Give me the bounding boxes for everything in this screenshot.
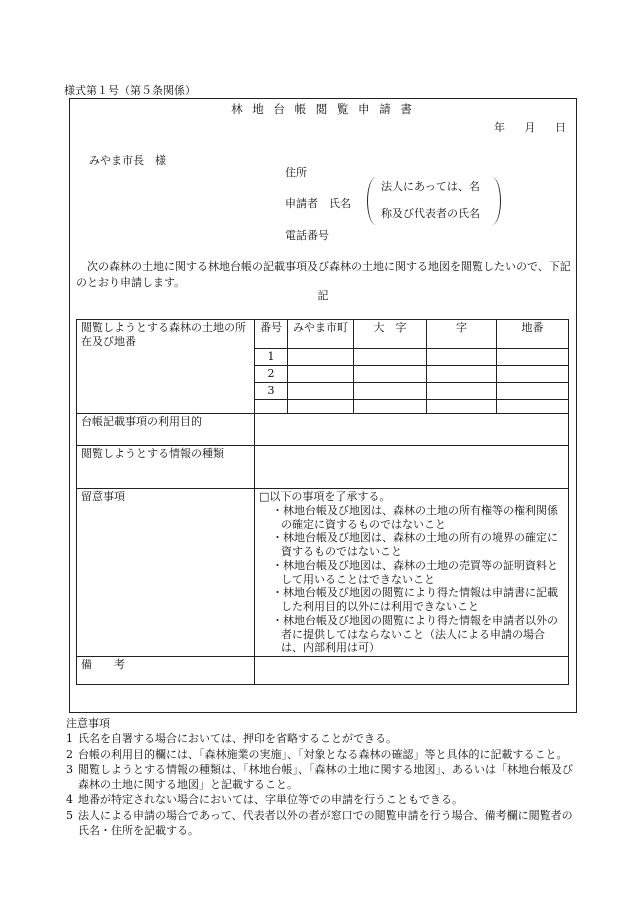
info-type-label: 閲覧しようとする情報の種類 — [77, 446, 255, 489]
row-number-4 — [255, 400, 288, 414]
form-number-label: 様式第１号（第５条関係） — [64, 84, 196, 97]
lot-cell-2[interactable] — [497, 366, 569, 383]
aza-cell-1[interactable] — [427, 349, 497, 366]
footnote-item: 1 氏名を自署する場合においては、押印を省略することができる。 — [66, 732, 397, 746]
bracket-note-line2: 称及び代表者の氏名 — [381, 207, 480, 220]
notes-list — [259, 504, 564, 655]
header-town: みやま市町 — [288, 320, 354, 349]
footnote-item: 4 地番が特定されない場合においては、字単位等での申請を行うこともできる。 — [66, 793, 463, 807]
header-aza: 字 — [427, 320, 497, 349]
header-number: 番号 — [255, 320, 288, 349]
application-form-frame — [69, 98, 577, 713]
location-row-label: 閲覧しようとする森林の土地の所在及び地番 — [77, 320, 255, 414]
oaza-cell-2[interactable] — [354, 366, 427, 383]
aza-cell-4[interactable] — [427, 400, 497, 414]
accept-checkbox-line[interactable]: □以下の事項を了承する。 — [259, 490, 391, 503]
town-cell-4[interactable] — [288, 400, 354, 414]
oaza-cell-1[interactable] — [354, 349, 427, 366]
row-number-3: 3 — [255, 383, 288, 400]
lot-cell-4[interactable] — [497, 400, 569, 414]
footnotes — [66, 716, 578, 838]
town-cell-2[interactable] — [288, 366, 354, 383]
note-item: ・林地台帳及び地図は、森林の土地の所有権等の権利関係の確定に資するものではないこと — [272, 503, 558, 531]
ki-marker: 記 — [317, 289, 329, 302]
date-line: 年 月 日 — [494, 121, 566, 134]
town-cell-1[interactable] — [288, 349, 354, 366]
corporate-name-note — [367, 177, 501, 225]
notes-label: 留意事項 — [77, 489, 255, 657]
applicant-name-label: 申請者 氏名 — [285, 197, 351, 210]
info-type-field[interactable] — [255, 446, 569, 489]
remarks-field[interactable] — [255, 657, 569, 685]
note-item: ・林地台帳及び地図は、森林の土地の売買等の証明資料として用いることはできないこと — [272, 558, 558, 586]
application-table — [76, 319, 569, 685]
row-number-1: 1 — [255, 349, 288, 366]
oaza-cell-3[interactable] — [354, 383, 427, 400]
bracket-note-line1: 法人にあっては、名 — [381, 180, 480, 193]
purpose-field[interactable] — [255, 414, 569, 446]
note-item: ・林地台帳及び地図は、森林の土地の所有の境界の確定に資するものではないこと — [272, 531, 558, 558]
town-cell-3[interactable] — [288, 383, 354, 400]
lot-cell-3[interactable] — [497, 383, 569, 400]
footnote-item: 5 法人による申請の場合であって、代表者以外の者が窓口での閲覧申請を行う場合、備考欄に閲覧者の氏名・住所を記載する。 — [66, 808, 573, 838]
footnote-item: 2 台帳の利用目的欄には、「森林施業の実施」、「対象となる森林の確認」等と具体的に記載すること。 — [66, 747, 568, 761]
oaza-cell-4[interactable] — [354, 400, 427, 414]
footnote-item: 3 閲覧しようとする情報の種類は、「林地台帳」、「森林の土地に関する地図」、あるいは「林地台帳及び森林の土地に関する地図」と記載すること。 — [66, 762, 573, 792]
row-number-2: 2 — [255, 366, 288, 383]
purpose-label: 台帳記載事項の利用目的 — [77, 414, 255, 446]
phone-label: 電話番号 — [285, 229, 329, 242]
form-title: 林 地 台 帳 閲 覧 申 請 書 — [231, 102, 415, 116]
addressee: みやま市長 様 — [89, 154, 166, 167]
aza-cell-2[interactable] — [427, 366, 497, 383]
aza-cell-3[interactable] — [427, 383, 497, 400]
note-item: ・林地台帳及び地図の閲覧により得た情報は申請書に記載した利用目的以外には利用できないこと — [272, 586, 558, 613]
note-item: ・林地台帳及び地図の閲覧により得た情報を申請者以外の者に提供してはならないこと（法人による申請の場合は、内部利用は可） — [272, 613, 558, 655]
header-oaza: 大 字 — [354, 320, 427, 349]
remarks-label: 備 考 — [77, 657, 255, 685]
intro-paragraph: 次の森林の土地に関する林地台帳の記載事項及び森林の土地に関する地図を閲覧したいので、下記のとおり申請します。 — [76, 260, 571, 289]
notes-cell — [255, 489, 569, 657]
address-label: 住所 — [285, 166, 307, 179]
header-lot-number: 地番 — [497, 320, 569, 349]
footnotes-title: 注意事項 — [66, 717, 110, 730]
lot-cell-1[interactable] — [497, 349, 569, 366]
